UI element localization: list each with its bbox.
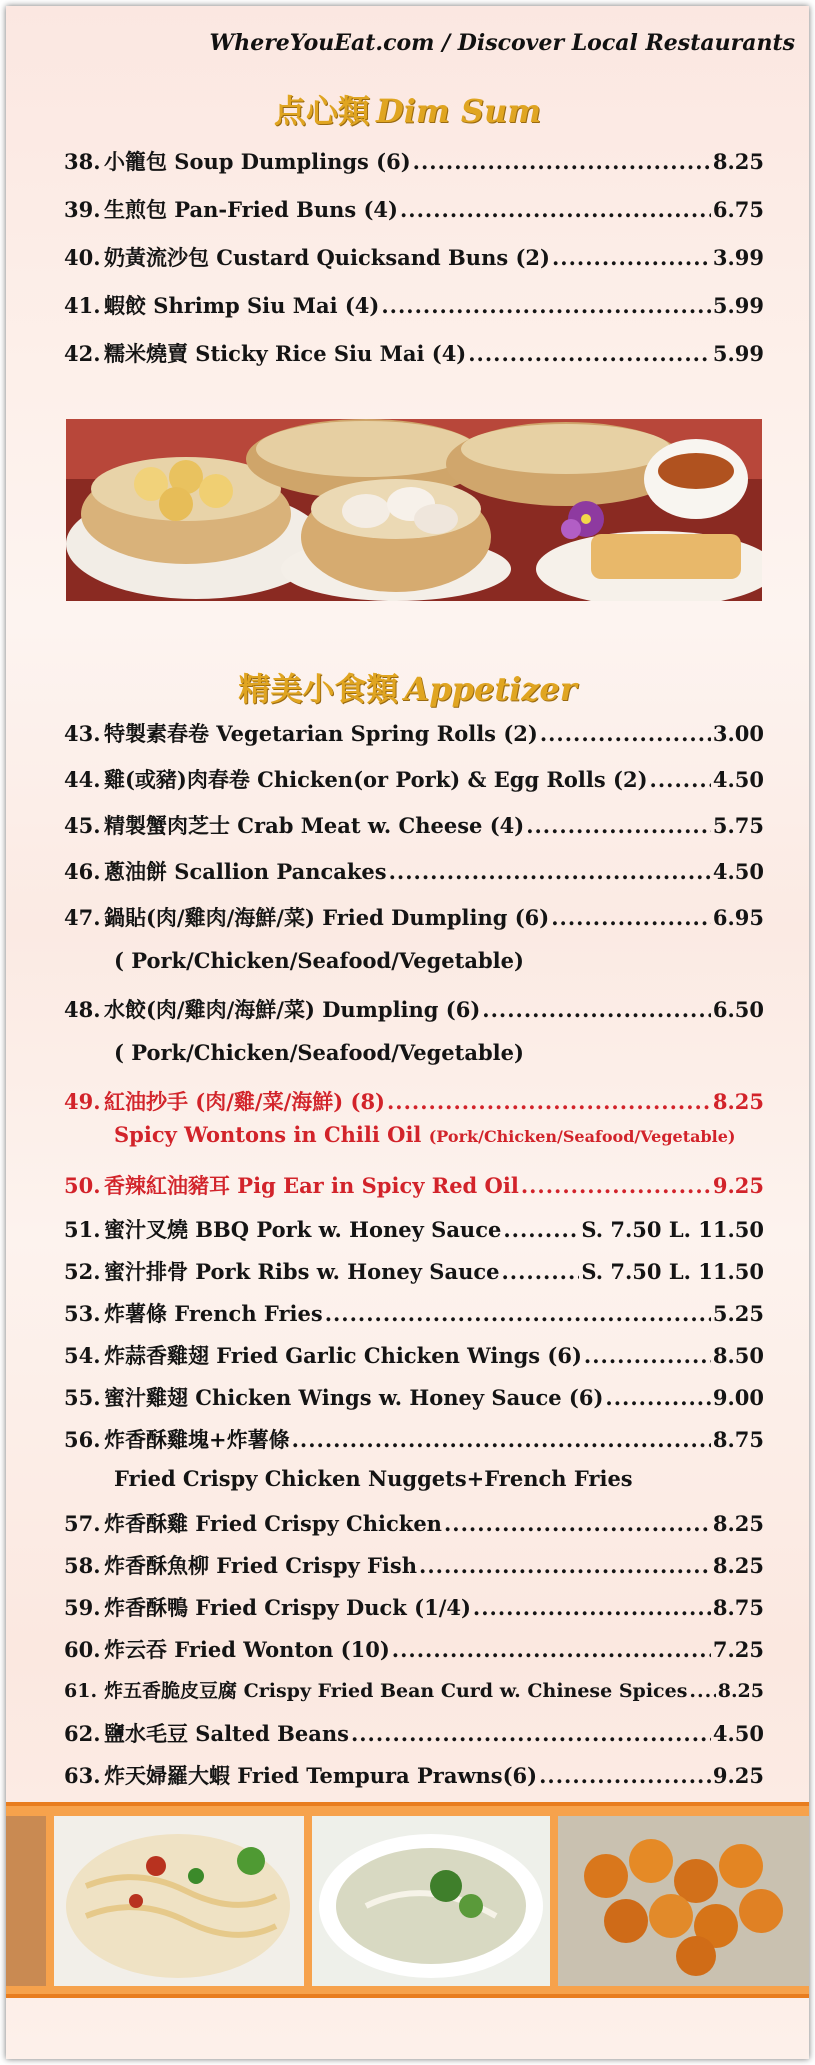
menu-item-40	[64, 242, 764, 278]
item-name: 水餃(肉/雞肉/海鮮/菜) Dumpling (6)	[104, 997, 481, 1022]
menu-item-56	[64, 1424, 764, 1460]
item-leader-dots	[392, 1637, 711, 1662]
menu-item-57	[64, 1508, 764, 1544]
menu-item-38	[64, 146, 764, 182]
item-price: 4.50	[712, 1721, 764, 1746]
item-price: 6.50	[712, 997, 764, 1022]
item-leader-dots	[381, 293, 710, 318]
menu-item-46	[64, 856, 764, 892]
item-number: 38.	[64, 149, 101, 174]
item-leader-dots	[650, 767, 711, 792]
item-price: 6.75	[712, 197, 764, 222]
item-number: 48.	[64, 997, 101, 1022]
menu-item-47	[64, 902, 764, 938]
item-name: 炸香酥魚柳 Fried Crispy Fish	[104, 1553, 418, 1578]
item-price: 8.25	[712, 1511, 764, 1536]
menu-item-54	[64, 1340, 764, 1376]
menu-item-48-subtitle: ( Pork/Chicken/Seafood/Vegetable)	[114, 1040, 524, 1065]
section-title-dimsum-en: Dim Sum	[375, 92, 542, 130]
item-number: 62.	[64, 1721, 101, 1746]
menu-item-45	[64, 810, 764, 846]
item-number: 55.	[64, 1385, 101, 1410]
item-leader-dots	[501, 1259, 579, 1284]
item-leader-dots	[584, 1343, 711, 1368]
item-name: 蔥油餅 Scallion Pancakes	[104, 859, 387, 884]
item-price: 6.95	[712, 905, 764, 930]
item-name: 蝦餃 Shrimp Siu Mai (4)	[104, 293, 380, 318]
item-name: 紅油抄手 (肉/雞/菜/海鮮) (8)	[104, 1089, 385, 1114]
item-price: S. 7.50 L. 11.50	[581, 1217, 764, 1242]
item-price: 4.50	[712, 767, 764, 792]
item-leader-dots	[503, 1217, 579, 1242]
menu-item-52	[64, 1256, 764, 1292]
menu-page	[6, 6, 809, 2059]
menu-item-43	[64, 718, 764, 754]
item-number: 52.	[64, 1259, 101, 1284]
menu-item-58	[64, 1550, 764, 1586]
item-price: 8.25	[717, 1680, 764, 1702]
item-number: 54.	[64, 1343, 101, 1368]
item-name: 蜜汁排骨 Pork Ribs w. Honey Sauce	[104, 1259, 500, 1284]
section-title-appetizer-cn: 精美小食類	[238, 670, 399, 708]
menu-item-49-subtitle	[114, 1122, 736, 1147]
item-number: 60.	[64, 1637, 101, 1662]
item-number: 47.	[64, 905, 101, 930]
menu-item-47-subtitle: ( Pork/Chicken/Seafood/Vegetable)	[114, 948, 524, 973]
item-price: 5.99	[712, 293, 764, 318]
item-price: 9.25	[712, 1173, 764, 1198]
item-number: 56.	[64, 1427, 101, 1452]
section-title-dimsum-cn: 点心類	[273, 92, 370, 130]
menu-item-49-subtitle-small: (Pork/Chicken/Seafood/Vegetable)	[428, 1127, 736, 1146]
menu-item-56-subtitle: Fried Crispy Chicken Nuggets+French Fries	[114, 1466, 633, 1491]
item-leader-dots	[482, 997, 711, 1022]
item-name: 蜜汁叉燒 BBQ Pork w. Honey Sauce	[104, 1217, 502, 1242]
item-number: 41.	[64, 293, 101, 318]
item-leader-dots	[400, 197, 711, 222]
section-title-dimsum	[6, 86, 809, 132]
menu-item-49	[64, 1086, 764, 1122]
menu-item-60	[64, 1634, 764, 1670]
item-leader-dots	[468, 341, 711, 366]
item-name: 精製蟹肉芝士 Crab Meat w. Cheese (4)	[104, 813, 525, 838]
item-name: 炸五香脆皮豆腐 Crispy Fried Bean Curd w. Chinese Spices	[104, 1680, 688, 1702]
section-title-appetizer-en: Appetizer	[404, 670, 577, 708]
food-photo-strip-illustration	[6, 1806, 809, 1994]
item-price: 3.00	[712, 721, 764, 746]
item-number: 40.	[64, 245, 101, 270]
item-name: 蜜汁雞翅 Chicken Wings w. Honey Sauce (6)	[104, 1385, 604, 1410]
item-number: 43.	[64, 721, 101, 746]
item-number: 53.	[64, 1301, 101, 1326]
item-price: 8.25	[712, 1089, 764, 1114]
item-number: 51.	[64, 1217, 101, 1242]
item-number: 42.	[64, 341, 101, 366]
menu-item-51	[64, 1214, 764, 1250]
dimsum-photo	[66, 419, 762, 601]
item-name: 炸薯條 French Fries	[104, 1301, 323, 1326]
item-price: 5.75	[712, 813, 764, 838]
item-name: 炸香酥雞塊+炸薯條	[104, 1427, 290, 1452]
item-leader-dots	[526, 813, 711, 838]
item-name: 鍋貼(肉/雞肉/海鮮/菜) Fried Dumpling (6)	[104, 905, 550, 930]
item-price: 5.25	[712, 1301, 764, 1326]
menu-item-44	[64, 764, 764, 800]
item-number: 46.	[64, 859, 101, 884]
item-leader-dots	[292, 1427, 711, 1452]
item-leader-dots	[387, 1089, 711, 1114]
item-name: 生煎包 Pan-Fried Buns (4)	[104, 197, 398, 222]
food-photo-strip	[6, 1802, 809, 1998]
item-leader-dots	[551, 905, 711, 930]
item-name: 香辣紅油豬耳 Pig Ear in Spicy Red Oil	[104, 1173, 519, 1198]
item-number: 50.	[64, 1173, 101, 1198]
item-name: 炸蒜香雞翅 Fried Garlic Chicken Wings (6)	[104, 1343, 582, 1368]
item-price: 8.75	[712, 1427, 764, 1452]
item-leader-dots	[605, 1385, 710, 1410]
item-price: 7.25	[712, 1637, 764, 1662]
menu-item-39	[64, 194, 764, 230]
item-leader-dots	[473, 1595, 711, 1620]
item-name: 炸天婦羅大蝦 Fried Tempura Prawns(6)	[104, 1763, 538, 1788]
menu-item-63	[64, 1760, 764, 1796]
item-price: S. 7.50 L. 11.50	[581, 1259, 764, 1284]
menu-item-48	[64, 994, 764, 1030]
item-leader-dots	[351, 1721, 711, 1746]
item-name: 鹽水毛豆 Salted Beans	[104, 1721, 349, 1746]
item-number: 39.	[64, 197, 101, 222]
menu-item-62	[64, 1718, 764, 1754]
item-number: 57.	[64, 1511, 101, 1536]
item-number: 61.	[64, 1680, 98, 1702]
item-leader-dots	[325, 1301, 711, 1326]
item-leader-dots	[389, 859, 711, 884]
item-price: 8.50	[712, 1343, 764, 1368]
dimsum-photo-illustration	[66, 419, 762, 601]
menu-item-59	[64, 1592, 764, 1628]
item-name: 雞(或豬)肉春卷 Chicken(or Pork) & Egg Rolls (2)	[104, 767, 648, 792]
item-price: 4.50	[712, 859, 764, 884]
site-header[interactable]: WhereYouEat.com / Discover Local Restaurants	[209, 30, 795, 56]
item-price: 8.25	[712, 149, 764, 174]
item-price: 3.99	[712, 245, 764, 270]
item-number: 44.	[64, 767, 101, 792]
menu-item-49-subtitle-main: Spicy Wontons in Chili Oil	[114, 1122, 422, 1147]
menu-item-61	[64, 1676, 764, 1712]
item-name: 糯米燒賣 Sticky Rice Siu Mai (4)	[104, 341, 467, 366]
item-price: 5.99	[712, 341, 764, 366]
menu-item-55	[64, 1382, 764, 1418]
item-name: 特製素春卷 Vegetarian Spring Rolls (2)	[104, 721, 538, 746]
item-leader-dots	[689, 1680, 715, 1702]
item-leader-dots	[552, 245, 711, 270]
item-price: 9.00	[712, 1385, 764, 1410]
item-leader-dots	[413, 149, 711, 174]
item-name: 小籠包 Soup Dumplings (6)	[104, 149, 411, 174]
item-price: 8.75	[712, 1595, 764, 1620]
section-title-appetizer	[6, 664, 809, 710]
item-leader-dots	[521, 1173, 711, 1198]
item-number: 59.	[64, 1595, 101, 1620]
item-number: 49.	[64, 1089, 101, 1114]
menu-item-41	[64, 290, 764, 326]
menu-item-42	[64, 338, 764, 374]
item-number: 58.	[64, 1553, 101, 1578]
item-price: 9.25	[712, 1763, 764, 1788]
item-name: 炸香酥雞 Fried Crispy Chicken	[104, 1511, 442, 1536]
item-price: 8.25	[712, 1553, 764, 1578]
item-number: 45.	[64, 813, 101, 838]
item-number: 63.	[64, 1763, 101, 1788]
item-leader-dots	[539, 1763, 711, 1788]
item-name: 奶黃流沙包 Custard Quicksand Buns (2)	[104, 245, 550, 270]
item-leader-dots	[444, 1511, 711, 1536]
menu-item-53	[64, 1298, 764, 1334]
item-name: 炸云吞 Fried Wonton (10)	[104, 1637, 390, 1662]
item-leader-dots	[540, 721, 711, 746]
item-leader-dots	[419, 1553, 711, 1578]
menu-item-50	[64, 1170, 764, 1206]
item-name: 炸香酥鴨 Fried Crispy Duck (1/4)	[104, 1595, 471, 1620]
